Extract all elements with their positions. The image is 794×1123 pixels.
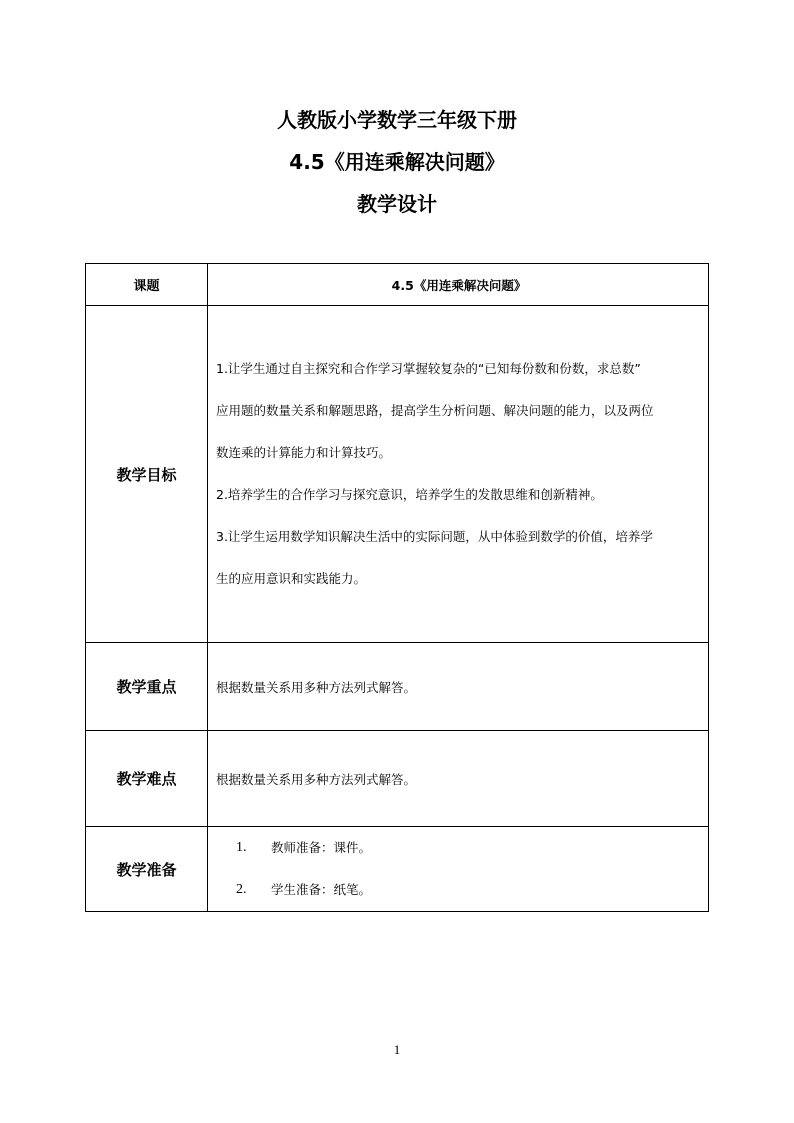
table-row-goals [86, 306, 709, 643]
list-item [216, 827, 702, 869]
preparation-label: 教学准备 [86, 827, 208, 912]
goals-line: 3.让学生运用数学知识解决生活中的实际问题，从中体验到数学的价值，培养学 [216, 529, 653, 544]
list-item-text: 学生准备：纸笔。 [271, 882, 372, 897]
list-item-number: 2. [236, 882, 247, 897]
list-item-number: 1. [236, 840, 247, 855]
key-points-label: 教学重点 [86, 643, 208, 731]
lesson-plan-table [85, 263, 709, 912]
document-title-line-1: 人教版小学数学三年级下册 [277, 108, 517, 132]
goals-line: 生的应用意识和实践能力。 [216, 571, 367, 586]
list-item [216, 869, 702, 911]
table-row-difficulties [86, 731, 709, 827]
key-points-text: 根据数量关系用多种方法列式解答。 [208, 643, 709, 731]
document-title-line-3: 教学设计 [357, 192, 437, 216]
goals-content [208, 306, 709, 643]
goals-label: 教学目标 [86, 306, 208, 643]
table-row-key-points [86, 643, 709, 731]
difficulties-label: 教学难点 [86, 731, 208, 827]
table-row-preparation [86, 827, 709, 912]
preparation-list [216, 827, 702, 911]
preparation-content [208, 827, 709, 912]
page-number: 1 [393, 1042, 401, 1057]
goals-line: 2.培养学生的合作学习与探究意识，培养学生的发散思维和创新精神。 [216, 487, 603, 502]
topic-label: 课题 [86, 264, 208, 306]
difficulties-text: 根据数量关系用多种方法列式解答。 [208, 731, 709, 827]
goals-line: 1.让学生通过自主探究和合作学习掌握较复杂的“已知每份数和份数，求总数” [216, 361, 641, 376]
document-title-line-2: 4.5《用连乘解决问题》 [289, 150, 505, 174]
list-item-text: 教师准备：课件。 [271, 840, 372, 855]
topic-value: 4.5《用连乘解决问题》 [208, 264, 709, 306]
table-row-topic [86, 264, 709, 306]
goals-line: 应用题的数量关系和解题思路，提高学生分析问题、解决问题的能力，以及两位 [216, 403, 654, 418]
goals-line: 数连乘的计算能力和计算技巧。 [216, 445, 392, 460]
